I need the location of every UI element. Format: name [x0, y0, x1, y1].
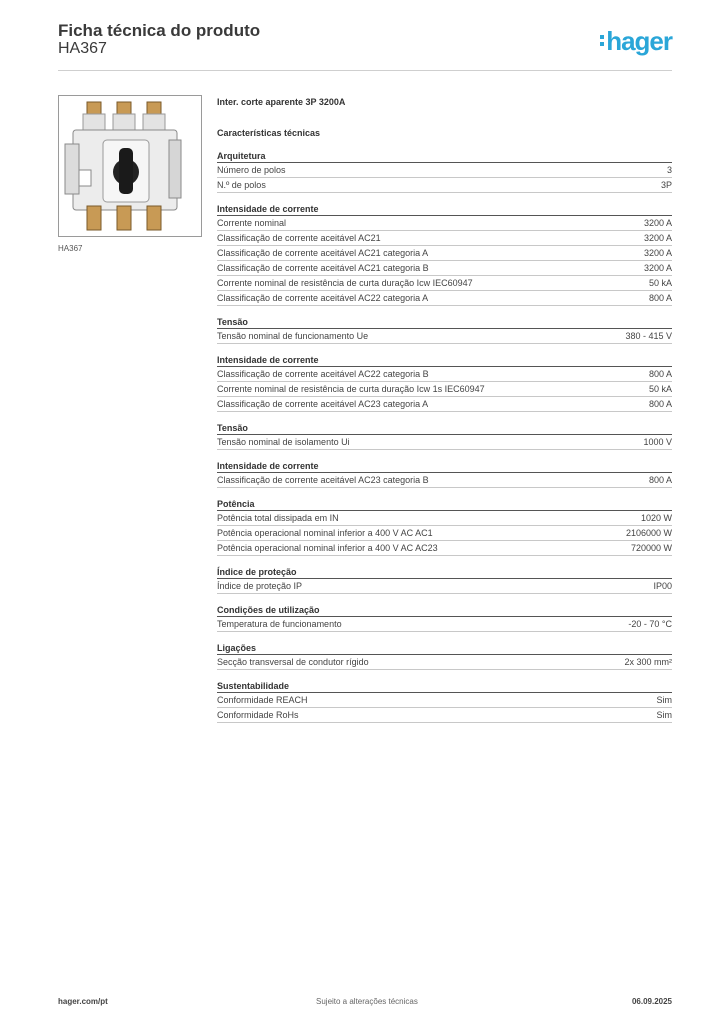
spec-group-title: Potência [217, 498, 672, 511]
spec-label: Potência operacional nominal inferior a 400 V AC AC1 [217, 528, 433, 538]
product-reference: HA367 [58, 40, 107, 57]
spec-group-title: Condições de utilização [217, 604, 672, 617]
spec-label: Potência operacional nominal inferior a 400 V AC AC23 [217, 543, 438, 553]
spec-label: Corrente nominal de resistência de curta duração Icw 1s IEC60947 [217, 384, 485, 394]
spec-label: Classificação de corrente aceitável AC23 categoria A [217, 399, 429, 409]
footer-website: hager.com/pt [58, 997, 108, 1006]
spec-row [217, 367, 672, 382]
spec-value: 50 kA [648, 384, 672, 394]
spec-group [217, 422, 672, 450]
product-image-caption: HA367 [58, 244, 83, 253]
spec-label: Classificação de corrente aceitável AC23 categoria B [217, 475, 429, 485]
spec-group-title: Tensão [217, 316, 672, 329]
spec-group [217, 566, 672, 594]
spec-group [217, 498, 672, 556]
spec-value: 380 - 415 V [625, 331, 672, 341]
spec-value: -20 - 70 °C [628, 619, 672, 629]
spec-row [217, 473, 672, 488]
spec-row [217, 276, 672, 291]
spec-row [217, 178, 672, 193]
spec-group-title: Tensão [217, 422, 672, 435]
spec-label: Classificação de corrente aceitável AC22 categoria B [217, 369, 429, 379]
page-header [58, 20, 672, 71]
spec-row [217, 435, 672, 450]
spec-group [217, 150, 672, 193]
spec-group [217, 642, 672, 670]
spec-row [217, 693, 672, 708]
spec-row [217, 246, 672, 261]
spec-row [217, 291, 672, 306]
spec-value: 3P [660, 180, 672, 190]
spec-group-title: Intensidade de corrente [217, 354, 672, 367]
spec-value: 50 kA [648, 278, 672, 288]
spec-value: 1020 W [640, 513, 672, 523]
spec-groups [217, 150, 672, 723]
spec-label: Conformidade REACH [217, 695, 308, 705]
spec-value: 3200 A [643, 233, 672, 243]
spec-row [217, 541, 672, 556]
spec-value: 2106000 W [625, 528, 672, 538]
spec-value: 800 A [648, 293, 672, 303]
product-name: Inter. corte aparente 3P 3200A [217, 97, 346, 107]
spec-value: 3200 A [643, 263, 672, 273]
switch-disconnector-icon [59, 96, 201, 236]
spec-group [217, 460, 672, 488]
spec-row [217, 231, 672, 246]
spec-group [217, 203, 672, 306]
spec-group-title: Índice de proteção [217, 566, 672, 579]
spec-value: 800 A [648, 369, 672, 379]
spec-row [217, 526, 672, 541]
page-title: Ficha técnica do produto [58, 21, 261, 40]
spec-row [217, 261, 672, 276]
spec-label: Classificação de corrente aceitável AC21 categoria B [217, 263, 429, 273]
spec-label: Temperatura de funcionamento [217, 619, 342, 629]
spec-row [217, 579, 672, 594]
spec-label: Conformidade RoHs [217, 710, 299, 720]
spec-value: Sim [656, 710, 672, 720]
spec-label: Corrente nominal [217, 218, 287, 228]
spec-label: Potência total dissipada em IN [217, 513, 339, 523]
spec-group [217, 316, 672, 344]
spec-label: N.º de polos [217, 180, 266, 190]
spec-row [217, 708, 672, 723]
spec-row [217, 617, 672, 632]
spec-label: Tensão nominal de isolamento Ui [217, 437, 350, 447]
spec-value: 3 [666, 165, 672, 175]
spec-row [217, 382, 672, 397]
spec-row [217, 397, 672, 412]
spec-group [217, 354, 672, 412]
spec-value: 800 A [648, 399, 672, 409]
spec-label: Tensão nominal de funcionamento Ue [217, 331, 369, 341]
spec-value: 720000 W [630, 543, 672, 553]
spec-group-title: Arquitetura [217, 150, 672, 163]
spec-label: Índice de proteção IP [217, 581, 303, 591]
spec-group-title: Sustentabilidade [217, 680, 672, 693]
spec-group [217, 604, 672, 632]
spec-label: Secção transversal de condutor rígido [217, 657, 369, 667]
product-image [58, 95, 202, 237]
spec-value: IP00 [653, 581, 672, 591]
spec-label: Corrente nominal de resistência de curta duração Icw IEC60947 [217, 278, 473, 288]
spec-label: Classificação de corrente aceitável AC22 categoria A [217, 293, 429, 303]
spec-label: Número de polos [217, 165, 286, 175]
spec-row [217, 655, 672, 670]
spec-group [217, 680, 672, 723]
spec-value: 800 A [648, 475, 672, 485]
spec-value: 1000 V [643, 437, 672, 447]
specs-title: Características técnicas [217, 128, 321, 138]
spec-group-title: Intensidade de corrente [217, 203, 672, 216]
spec-group-title: Ligações [217, 642, 672, 655]
spec-value: 3200 A [643, 218, 672, 228]
spec-value: Sim [656, 695, 672, 705]
logo-text: hager [606, 26, 672, 56]
spec-row [217, 216, 672, 231]
spec-value: 2x 300 mm² [624, 657, 672, 667]
spec-label: Classificação de corrente aceitável AC21 categoria A [217, 248, 429, 258]
spec-row [217, 511, 672, 526]
hager-logo [600, 26, 672, 57]
spec-row [217, 163, 672, 178]
footer-date: 06.09.2025 [631, 997, 672, 1006]
spec-value: 3200 A [643, 248, 672, 258]
spec-group-title: Intensidade de corrente [217, 460, 672, 473]
spec-row [217, 329, 672, 344]
footer-notice: Sujeito a alterações técnicas [316, 997, 418, 1006]
logo-dots-icon [600, 32, 606, 49]
spec-content [217, 95, 672, 723]
spec-label: Classificação de corrente aceitável AC21 [217, 233, 381, 243]
